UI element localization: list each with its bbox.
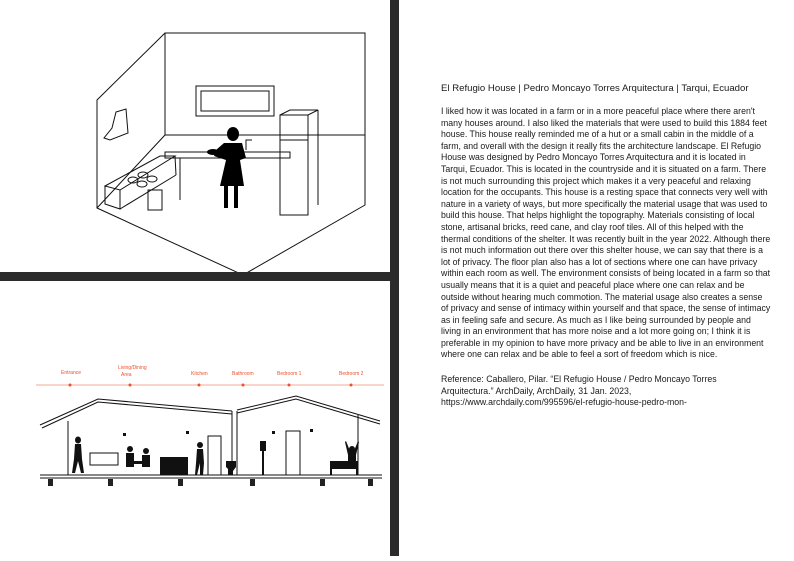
roof-left (40, 399, 232, 425)
burner-4 (147, 176, 157, 182)
range-hood (104, 109, 128, 140)
roof-left-inner (42, 402, 232, 428)
text-column (441, 82, 771, 409)
roof-right-inner (237, 399, 380, 424)
label-living-dining-area: Area (121, 372, 132, 378)
dot-bedroom-1 (288, 384, 291, 387)
burner-3 (137, 181, 147, 187)
label-entrance: Entrance (61, 370, 82, 376)
sink-tap (246, 140, 252, 150)
document-title: El Refugio House | Pedro Moncayo Torres Arquitectura | Tarqui, Ecuador (441, 83, 749, 94)
label-bathroom: Bathroom (232, 371, 254, 377)
person-entrance (75, 437, 81, 444)
panel-divider-horizontal (0, 272, 390, 281)
dot-bedroom-2 (350, 384, 353, 387)
door-kitchen (208, 436, 221, 475)
counter-edge (175, 156, 176, 175)
oven-door (148, 190, 162, 210)
sofa (90, 453, 118, 465)
dot-kitchen (198, 384, 201, 387)
door-bedroom (286, 431, 300, 475)
panel-divider-vertical (390, 0, 399, 556)
kitchen-island (160, 457, 188, 475)
dot-entrance (69, 384, 72, 387)
label-living-dining: Living/Dining (118, 365, 147, 371)
window-pane (201, 91, 269, 111)
dot-bathroom (242, 384, 245, 387)
label-bedroom-1: Bedroom 1 (277, 371, 302, 377)
toilet (226, 461, 236, 475)
document-body: I liked how it was located in a farm or in a more peaceful place where there aren't many houses around. I also liked the materials that were used to build this 1884 feet house. This house really reminded me of a hut or a small cabin in the middle of a farm, and overall with the design it really fits the architecture landscape. El Refugio House was designed by Pedro Moncayo Torres Arquitectura and it is located in Tarqui, Ecuador. This is located in the countryside and it is situated on a farm. There is not much surrounding this project which makes it a very peaceful and relaxing location for the occupants. This house is a resting space that connects very well with nature in a variety of ways, but more specifically the material usage that was used to build this house. That helps highlight the topography. Materials consisting of local stone, artisanal bricks, reed cane, and clay roof tiles. All of this helped with the thermal conditions of the shelter. It was recently built in the year 2022. Although there is not much information out there over this shelter house, we can say that there is a lot of privacy. The floor plan also has a lot of sections where one can have privacy within each room as well. The environment consists of being located in a farm so that usually means that it is a quiet and peaceful place where one can relax and be outside without hearing much commotion. The material usage also creates a sense of privacy and sense of intimacy within yourself and that space, the sense of intimacy as in feeling safe and secure. As much as I like being surrounded by people and living in an environment that has more noise and a lot more going on; I think it is preferable in my opinion to have more privacy and be able to live in an environment where one can relax and be able to feel a sort of freedom which is nice. (441, 106, 771, 360)
dot-living (129, 384, 132, 387)
burner-2 (138, 172, 148, 178)
kitchen-perspective-drawing (0, 0, 390, 272)
label-kitchen: Kitchen (191, 371, 208, 377)
fridge-top (280, 110, 318, 115)
counter-top-left (105, 156, 175, 190)
house-section-drawing (0, 281, 390, 556)
document-reference: Reference: Caballero, Pilar. “El Refugio House / Pedro Moncayo Torres Arquitectura.” ArchDaily, ArchDaily, 31 Jan. 2023, https://www.archdaily.com/995596/el-refugio-house-pedro-mon- (441, 374, 717, 408)
label-bedroom-2: Bedroom 2 (339, 371, 364, 377)
person-silhouette (207, 127, 246, 208)
refrigerator (280, 115, 308, 215)
section-svg (0, 281, 390, 556)
kitchen-drawing-svg (0, 0, 390, 272)
